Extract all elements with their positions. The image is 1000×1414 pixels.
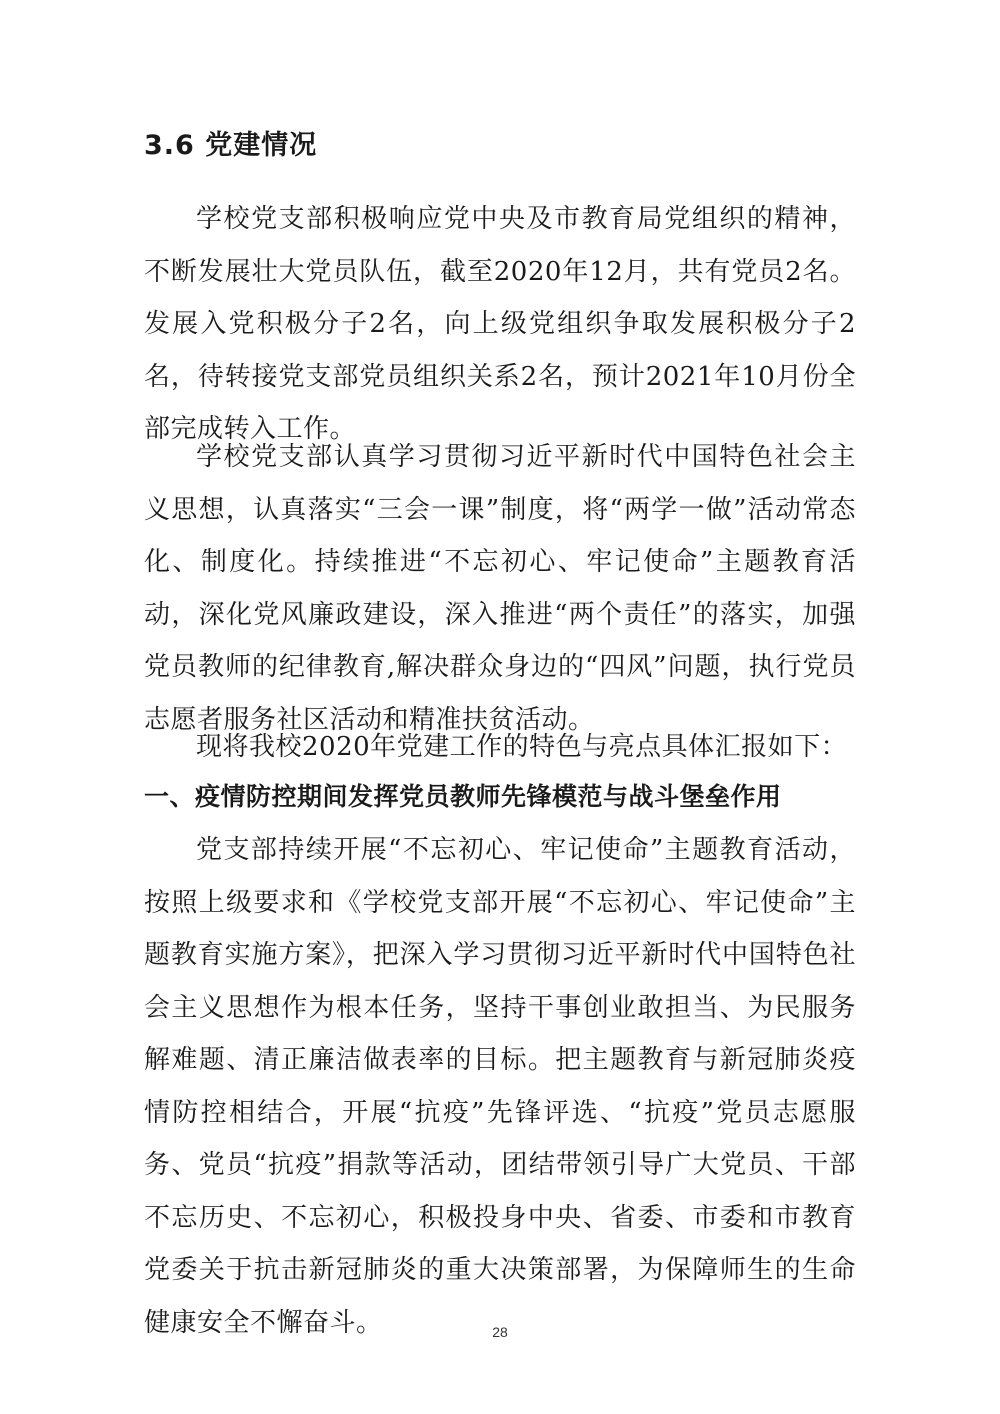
paragraph-epidemic-prevention: 党支部持续开展“不忘初心、牢记使命”主题教育活动，按照上级要求和《学校党支部开展“不忘初心、牢记使命”主题教育实施方案》，把深入学习贯彻习近平新时代中国特色社会主义思想作为根本任务，坚持干事创业敢担当、为民服务解难题、清正廉洁做表率的目标。把主题教育与新冠肺炎疫情防控相结合，开展“抗疫”先锋评选、“抗疫”党员志愿服务、党员“抗疫”捐款等活动，团结带领引导广大党员、干部不忘历史、不忘初心，积极投身中央、省委、市委和市教育党委关于抗击新冠肺炎的重大决策部署，为保障师生的生命健康安全不懈奋斗。	[144, 835, 856, 1338]
section-title: 3.6 党建情况	[144, 130, 318, 161]
paragraph-party-study: 学校党支部认真学习贯彻习近平新时代中国特色社会主义思想，认真落实“三会一课”制度，将“两学一做”活动常态化、制度化。持续推进“不忘初心、牢记使命”主题教育活动，深化党风廉政建设，深入推进“两个责任”的落实，加强党员教师的纪律教育,解决群众身边的“四风”问题，执行党员志愿者服务社区活动和精准扶贫活动。	[144, 442, 856, 735]
page-number: 28	[492, 1324, 508, 1340]
paragraph-report-intro: 现将我校2020年党建工作的特色与亮点具体汇报如下：	[196, 732, 848, 762]
paragraph-party-members: 学校党支部积极响应党中央及市教育局党组织的精神，不断发展壮大党员队伍，截至2020年12月，共有党员2名。发展入党积极分子2名，向上级党组织争取发展积极分子2名，待转接党支部党员组织关系2名，预计2021年10月份全部完成转入工作。	[144, 204, 856, 444]
subsection-heading: 一、疫情防控期间发挥党员教师先锋模范与战斗堡垒作用	[144, 782, 782, 811]
